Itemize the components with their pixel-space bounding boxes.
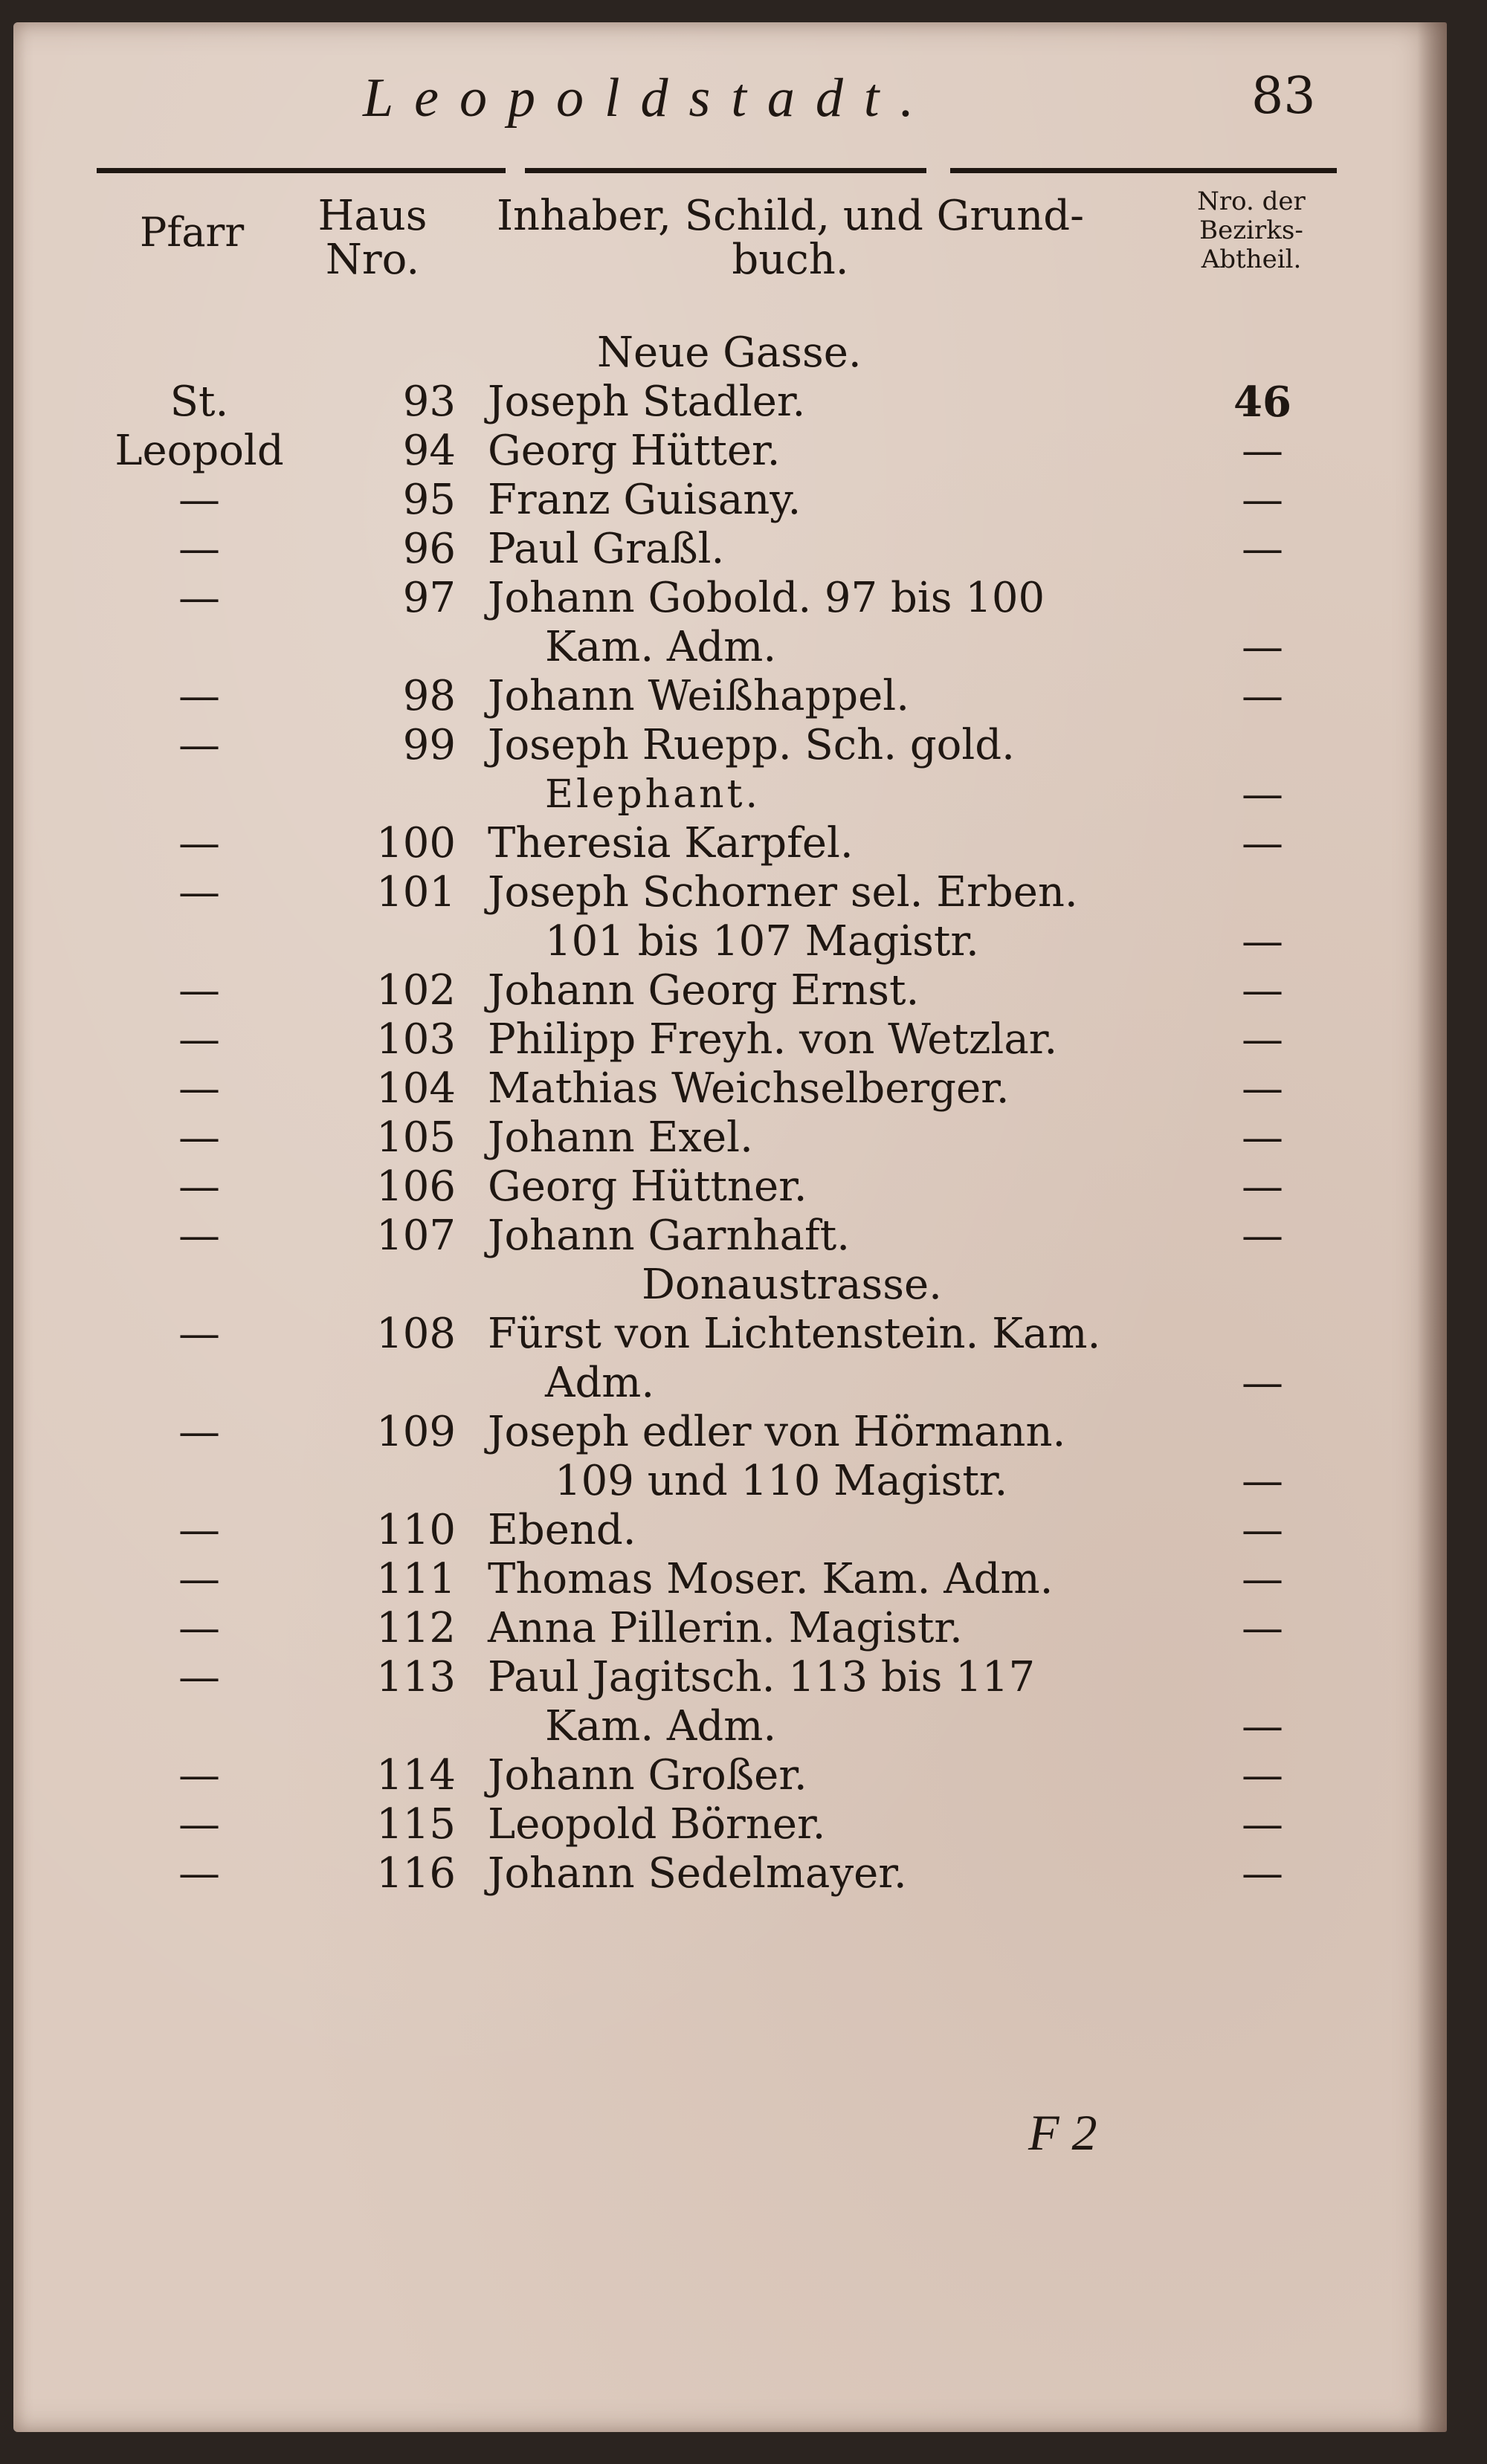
pfarr-cell: — [178, 1604, 220, 1652]
owner-name: Elephant. [545, 772, 761, 817]
house-number: 103 [376, 1015, 456, 1064]
table-row [13, 1310, 1447, 1359]
owner-name: Adm. [545, 1359, 655, 1407]
table-row [13, 1015, 1447, 1064]
house-number: 98 [402, 672, 456, 720]
table-row [13, 1113, 1447, 1163]
table-row [13, 378, 1447, 427]
district-number: — [1242, 1359, 1283, 1407]
table-row [13, 1849, 1447, 1898]
district-number: — [1242, 1555, 1283, 1603]
table-row [13, 721, 1447, 770]
book-page [13, 22, 1447, 2432]
district-number: — [1242, 623, 1283, 671]
house-number: 94 [402, 427, 456, 475]
district-number: — [1242, 1457, 1283, 1505]
table-row [13, 868, 1447, 917]
table-row [13, 1751, 1447, 1800]
owner-name: Kam. Adm. [545, 1702, 777, 1750]
table-row-continuation [13, 1359, 1447, 1408]
pfarr-cell: — [178, 1113, 220, 1162]
street-name: Donaustrasse. [642, 1261, 942, 1309]
district-number: — [1242, 917, 1283, 966]
owner-name: Thomas Moser. Kam. Adm. [488, 1555, 1054, 1603]
pfarr-cell: — [178, 574, 220, 622]
pfarr-cell: — [178, 1408, 220, 1456]
table-row [13, 1408, 1447, 1457]
owner-name: 101 bis 107 Magistr. [545, 917, 979, 966]
owner-name: Paul Jagitsch. 113 bis 117 [488, 1653, 1036, 1701]
owner-name: Johann Georg Ernst. [488, 966, 920, 1015]
table-row-continuation [13, 1702, 1447, 1751]
table-row [13, 1064, 1447, 1113]
owner-name: Ebend. [488, 1506, 636, 1554]
house-number: 97 [402, 574, 456, 622]
table-row [13, 966, 1447, 1015]
house-number: 104 [376, 1064, 456, 1113]
table-row [13, 476, 1447, 525]
owner-name: Georg Hüttner. [488, 1163, 807, 1211]
street-heading [13, 1261, 1447, 1310]
table-row [13, 574, 1447, 623]
district-number: — [1242, 770, 1283, 818]
district-number: — [1242, 525, 1283, 573]
house-number: 112 [376, 1604, 456, 1652]
column-header-haus: Haus Nro. [317, 192, 428, 284]
district-number: — [1242, 672, 1283, 720]
owner-name: Kam. Adm. [545, 623, 777, 671]
house-number: 107 [376, 1212, 456, 1260]
pfarr-cell: — [178, 1506, 220, 1554]
table-row [13, 1800, 1447, 1849]
pfarr-cell: — [178, 1310, 220, 1358]
house-number: 115 [376, 1800, 456, 1849]
table-row [13, 525, 1447, 574]
pfarr-cell: — [178, 672, 220, 720]
house-number: 102 [376, 966, 456, 1015]
owner-name: Mathias Weichselberger. [488, 1064, 1010, 1113]
owner-name: Franz Guisany. [488, 476, 801, 524]
pfarr-cell: — [178, 1751, 220, 1800]
district-number: — [1242, 1604, 1283, 1652]
owner-name: Philipp Freyh. von Wetzlar. [488, 1015, 1058, 1064]
table-row [13, 819, 1447, 868]
house-number: 95 [402, 476, 456, 524]
owner-name: Anna Pillerin. Magistr. [488, 1604, 963, 1652]
house-number: 99 [402, 721, 456, 769]
table-row [13, 1506, 1447, 1555]
house-number: 113 [376, 1653, 456, 1701]
district-number: — [1242, 1849, 1283, 1898]
owner-name: Paul Graßl. [488, 525, 725, 573]
column-header-bezirk: Nro. der Bezirks-Abtheil. [1197, 187, 1306, 275]
pfarr-cell: — [178, 1800, 220, 1849]
pfarr-cell: — [178, 1555, 220, 1603]
table-row [13, 1604, 1447, 1653]
district-number: — [1242, 966, 1283, 1015]
running-title: Leopoldstadt. [363, 68, 935, 129]
pfarr-cell: — [178, 476, 220, 524]
owner-name: Joseph edler von Hörmann. [488, 1408, 1066, 1456]
owner-name: Johann Weißhappel. [488, 672, 909, 720]
house-number: 105 [376, 1113, 456, 1162]
district-number: — [1242, 819, 1283, 867]
pfarr-cell: St. [170, 378, 229, 426]
register-entries [13, 22, 1447, 2432]
house-number: 109 [376, 1408, 456, 1456]
house-number: 114 [376, 1751, 456, 1800]
owner-name: Johann Gobold. 97 bis 100 [488, 574, 1045, 622]
house-number: 96 [402, 525, 456, 573]
owner-name: Fürst von Lichtenstein. Kam. [488, 1310, 1101, 1358]
house-number: 108 [376, 1310, 456, 1358]
owner-name: Johann Großer. [488, 1751, 807, 1800]
table-row-continuation [13, 1457, 1447, 1506]
pfarr-cell: — [178, 1064, 220, 1113]
pfarr-cell: — [178, 1163, 220, 1211]
owner-name: Joseph Ruepp. Sch. gold. [488, 721, 1015, 769]
street-name: Neue Gasse. [597, 329, 862, 377]
house-number: 116 [376, 1849, 456, 1898]
signature-mark: F 2 [1028, 2104, 1097, 2161]
street-heading [13, 329, 1447, 378]
house-number: 101 [376, 868, 456, 916]
pfarr-cell: — [178, 1015, 220, 1064]
district-number: — [1242, 1113, 1283, 1162]
district-number: — [1242, 1163, 1283, 1211]
owner-name: Johann Sedelmayer. [488, 1849, 907, 1898]
pfarr-cell: Leopold [114, 427, 284, 475]
pfarr-cell: — [178, 819, 220, 867]
district-number: — [1242, 476, 1283, 524]
column-header-pfarr: Pfarr [140, 209, 245, 256]
pfarr-cell: — [178, 868, 220, 916]
page-number: 83 [1251, 67, 1316, 126]
table-row-continuation [13, 623, 1447, 672]
owner-name: Leopold Börner. [488, 1800, 826, 1849]
table-row [13, 1212, 1447, 1261]
owner-name: Joseph Schorner sel. Erben. [488, 868, 1078, 916]
owner-name: Theresia Karpfel. [488, 819, 854, 867]
house-number: 93 [402, 378, 456, 426]
owner-name: Johann Garnhaft. [488, 1212, 850, 1260]
table-row-continuation [13, 770, 1447, 819]
house-number: 106 [376, 1163, 456, 1211]
pfarr-cell: — [178, 1212, 220, 1260]
table-row [13, 1163, 1447, 1212]
pfarr-cell: — [178, 721, 220, 769]
owner-name: 109 und 110 Magistr. [555, 1457, 1008, 1505]
district-number: — [1242, 427, 1283, 475]
house-number: 110 [376, 1506, 456, 1554]
table-row [13, 1653, 1447, 1702]
district-number: — [1242, 1702, 1283, 1750]
table-row-continuation [13, 917, 1447, 966]
pfarr-cell: — [178, 1849, 220, 1898]
pfarr-cell: — [178, 525, 220, 573]
district-number: — [1242, 1015, 1283, 1064]
column-header-inhaber: Inhaber, Schild, und Grund-buch. [496, 192, 1085, 284]
pfarr-cell: — [178, 1653, 220, 1701]
house-number: 100 [376, 819, 456, 867]
district-number: — [1242, 1751, 1283, 1800]
pfarr-cell: — [178, 966, 220, 1015]
table-row [13, 427, 1447, 476]
table-row [13, 1555, 1447, 1604]
district-number: — [1242, 1800, 1283, 1849]
owner-name: Joseph Stadler. [488, 378, 806, 426]
house-number: 111 [376, 1555, 456, 1603]
district-number: — [1242, 1212, 1283, 1260]
district-number: 46 [1233, 378, 1291, 427]
owner-name: Johann Exel. [488, 1113, 753, 1162]
district-number: — [1242, 1064, 1283, 1113]
district-number: — [1242, 1506, 1283, 1554]
owner-name: Georg Hütter. [488, 427, 781, 475]
table-row [13, 672, 1447, 721]
